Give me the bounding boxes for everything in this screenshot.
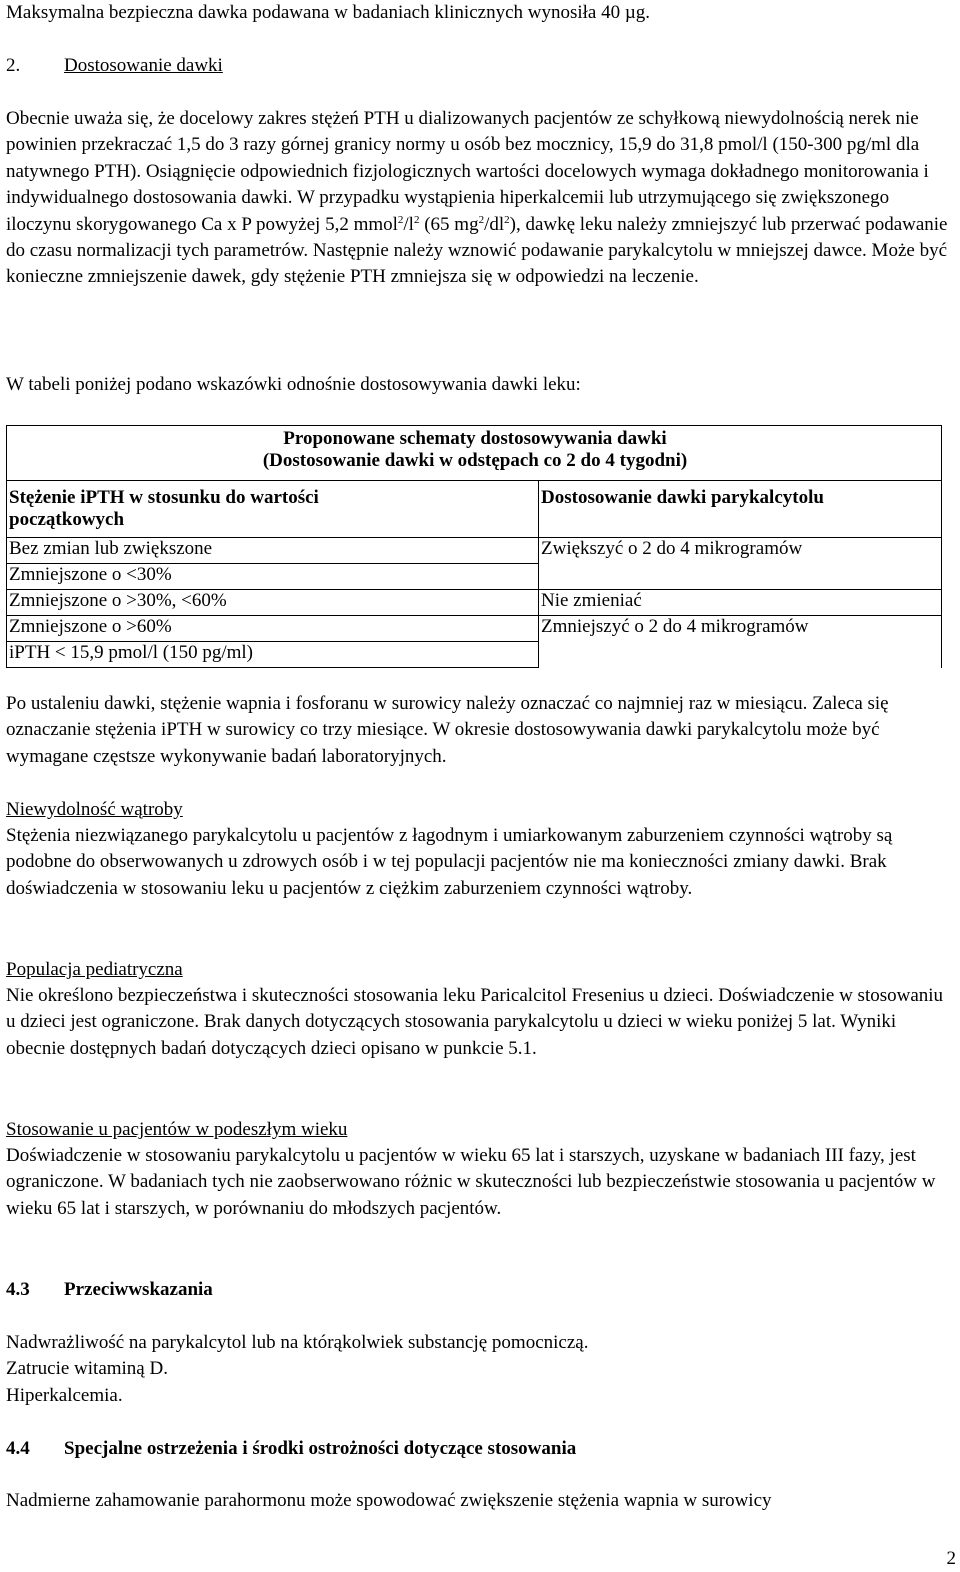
row-5-left: iPTH < 15,9 pmol/l (150 pg/ml) bbox=[7, 642, 539, 668]
sup-b: 2 bbox=[413, 213, 420, 226]
dose-adjustment-paragraph bbox=[6, 106, 951, 291]
table-title-line-1: Proponowane schematy dostosowywania dawki bbox=[283, 428, 667, 449]
table-title-line-2: (Dostosowanie dawki w odstępach co 2 do 4 tygodni) bbox=[262, 450, 688, 471]
row-2-left: Zmniejszone o <30% bbox=[7, 564, 539, 590]
row-2-right bbox=[539, 564, 942, 590]
liver-paragraph: Stężenia niezwiązanego parykalcytolu u pacjentów z łagodnym i umiarkowanym zaburzeniem czynności wątroby są podobne do obserwowanych u zdrowych osób i w tej populacji pacjentów nie ma konieczności zmiany dawki. Brak doświadczenia w stosowaniu leku u pacjentów z ciężkim zaburzeniem czynności wątroby. bbox=[6, 825, 893, 899]
contraindication-item: Nadwrażliwość na parykalcytol lub na którąkolwiek substancję pomocniczą. bbox=[6, 1332, 589, 1353]
table-row bbox=[7, 590, 942, 616]
section-4-3-number: 4.3 bbox=[6, 1279, 30, 1300]
elderly-heading: Stosowanie u pacjentów w podeszłym wieku bbox=[6, 1119, 348, 1140]
section-2-heading bbox=[6, 53, 223, 79]
dose-adjustment-table bbox=[6, 425, 942, 668]
contraindication-item: Hiperkalcemia. bbox=[6, 1384, 123, 1406]
row-4-right: Zmniejszyć o 2 do 4 mikrogramów bbox=[539, 616, 942, 642]
sup-d: 2 bbox=[504, 213, 510, 226]
col2-header: Dostosowanie dawki parykalcytolu bbox=[539, 481, 942, 538]
pediatric-paragraph: Nie określono bezpieczeństwa i skuteczności stosowania leku Paricalcitol Fresenius u dzieci. Doświadczenie w stosowaniu u dzieci jest ograniczone. Brak danych dotyczących stosowania parykalcytolu u dzieci w wieku poniżej 5 lat. Wyniki obecnie dostępnych badań dotyczących dzieci opisano w punkcie 5.1. bbox=[6, 985, 944, 1059]
para1-part1: Obecnie uważa się, że docelowy zakres stężeń PTH u dializowanych pacjentów ze schyłkową niewydolnością nerek nie powinien przekraczać 1,5 do 3 razy górnej granicy normy u osób bez mocznicy, 15,9 do 31,8 pmol/l (150-300 pg/ml dla natywnego PTH). Osiągnięcie odpowiednich fizjologicznych wartości docelowych wymaga dokładnego monitorowania i indywidualnego dostosowania dawki. W przypadku wystąpienia hiperkalcemii lub utrzymującego się zwiększonego iloczynu skorygowanego Ca x P powyżej 5,2 mmol bbox=[6, 108, 929, 235]
row-1-right: Zwiększyć o 2 do 4 mikrogramów bbox=[539, 538, 942, 564]
table-row bbox=[7, 616, 942, 642]
table-row bbox=[7, 564, 942, 590]
col1-header bbox=[7, 481, 539, 538]
section-4-4-number: 4.4 bbox=[6, 1438, 30, 1459]
table-row bbox=[7, 642, 942, 668]
section-4-3-title: Przeciwwskazania bbox=[64, 1279, 213, 1300]
col1-header-text: Stężenie iPTH w stosunku do wartości początkowych bbox=[9, 487, 319, 530]
max-dose-line: Maksymalna bezpieczna dawka podawana w badaniach klinicznych wynosiła 40 µg. bbox=[6, 2, 651, 23]
row-5-right bbox=[539, 642, 942, 668]
section-2-title: Dostosowanie dawki bbox=[64, 55, 223, 76]
page-number: 2 bbox=[946, 1548, 956, 1569]
table-header-row bbox=[7, 481, 942, 538]
table-intro: W tabeli poniżej podano wskazówki odnośnie dostosowywania dawki leku: bbox=[6, 374, 581, 395]
elderly-paragraph: Doświadczenie w stosowaniu parykalcytolu u pacjentów w wieku 65 lat i starszych, uzyskane w badaniach III fazy, jest ograniczone. W badaniach tych nie zaobserwowano różnic w skuteczności lub bezpieczeństwie stosowania u pacjentów w wieku 65 lat i starszych, w porównaniu do młodszych pacjentów. bbox=[6, 1145, 936, 1219]
sup-c: 2 bbox=[478, 213, 485, 226]
unit-dl: /dl bbox=[484, 213, 505, 235]
table-title-row bbox=[7, 426, 942, 481]
row-3-right: Nie zmieniać bbox=[539, 590, 942, 616]
unit-l: /l bbox=[403, 213, 414, 235]
contraindications-list bbox=[6, 1330, 951, 1409]
table-title-cell bbox=[7, 426, 942, 481]
last-line: Nadmierne zahamowanie parahormonu może spowodować zwiększenie stężenia wapnia w surowicy bbox=[6, 1490, 772, 1511]
liver-heading: Niewydolność wątroby bbox=[6, 799, 183, 820]
after-table-paragraph: Po ustaleniu dawki, stężenie wapnia i fosforanu w surowicy należy oznaczać co najmniej raz w miesiącu. Zaleca się oznaczanie stężenia iPTH w surowicy co trzy miesiące. W okresie dostosowywania dawki parykalcytolu może być wymagane częstsze wykonywanie badań laboratoryjnych. bbox=[6, 693, 889, 767]
contraindication-item: Zatrucie witaminą D. bbox=[6, 1358, 168, 1380]
section-4-4-title: Specjalne ostrzeżenia i środki ostrożności dotyczące stosowania bbox=[64, 1438, 577, 1459]
section-2-number: 2. bbox=[6, 55, 21, 76]
pediatric-heading: Populacja pediatryczna bbox=[6, 959, 183, 980]
section-4-4-heading bbox=[6, 1436, 951, 1462]
section-4-3-heading bbox=[6, 1277, 951, 1303]
row-1-left: Bez zmian lub zwiększone bbox=[7, 538, 539, 564]
sup-a: 2 bbox=[397, 213, 404, 226]
row-4-left: Zmniejszone o >60% bbox=[7, 616, 539, 642]
para1-part3: ), dawkę leku należy zmniejszyć lub przerwać podawanie do czasu normalizacji tych parametrów. Następnie należy wznowić podawanie parykalcytolu w mniejszej dawce. Może być konieczne zmniejszenie dawek, gdy stężenie PTH zmniejsza się w odpowiedzi na leczenie. bbox=[6, 213, 948, 288]
row-3-left: Zmniejszone o >30%, <60% bbox=[7, 590, 539, 616]
para1-part2: (65 mg bbox=[419, 213, 479, 235]
table-row bbox=[7, 538, 942, 564]
